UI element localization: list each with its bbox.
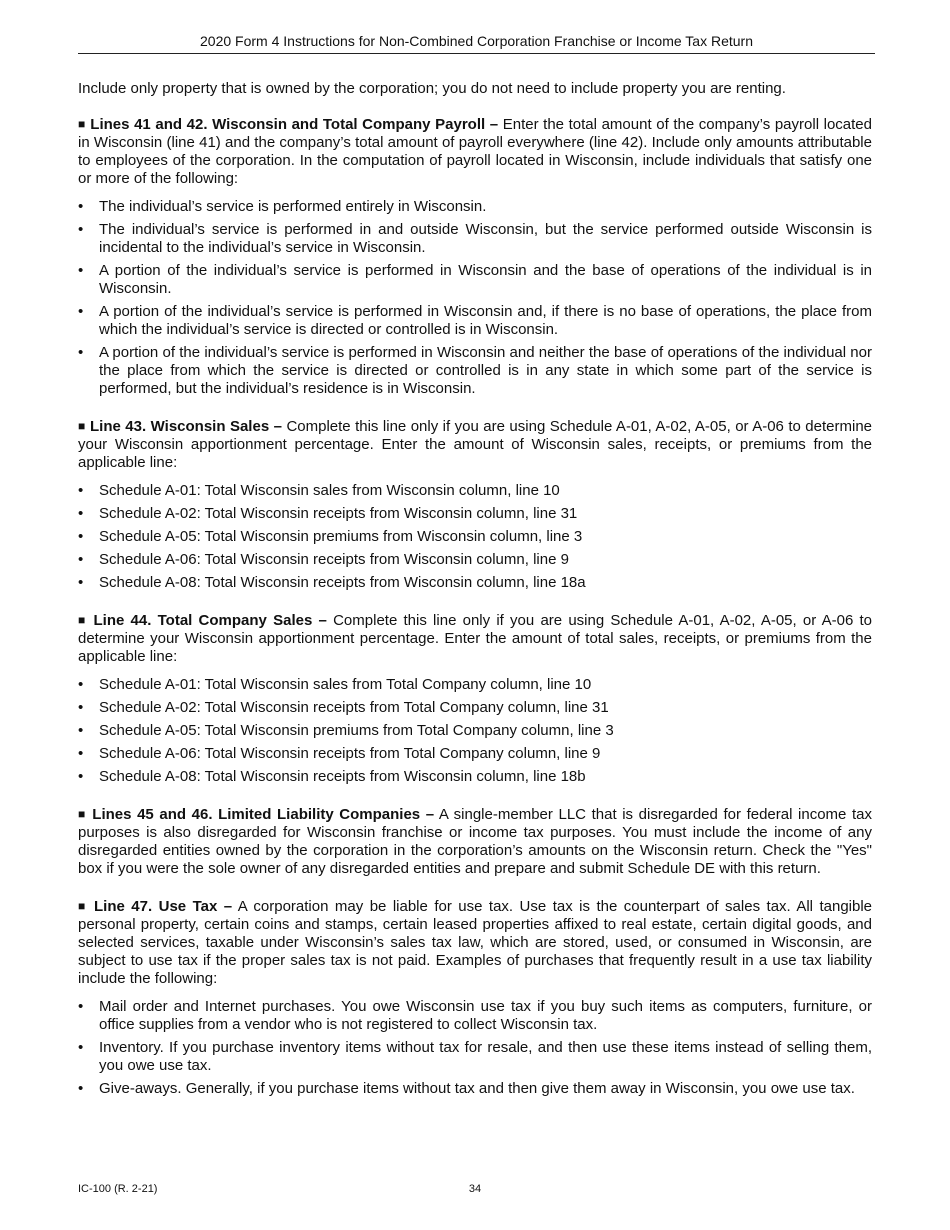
instruction-section bbox=[78, 418, 872, 592]
bullet-icon: • bbox=[78, 344, 84, 361]
instruction-section bbox=[78, 116, 872, 398]
list-item-text: Schedule A-08: Total Wisconsin receipts from Wisconsin column, line 18b bbox=[99, 768, 586, 785]
list-item-text: Schedule A-05: Total Wisconsin premiums from Total Company column, line 3 bbox=[99, 722, 614, 739]
section-text: Complete this line only if you are using Schedule A-01, A-02, A-05, or A-06 to determine your Wisconsin apportionment percentage. Enter the amount of total sales, receipts, or premiums from the applicable line: bbox=[78, 612, 873, 665]
section-paragraph bbox=[78, 116, 872, 188]
square-bullet-icon: ■ bbox=[78, 807, 87, 821]
bullet-icon: • bbox=[78, 262, 84, 279]
instruction-sections bbox=[78, 116, 872, 1098]
section-heading: Line 44. Total Company Sales – bbox=[93, 612, 327, 629]
list-item-text: A portion of the individual’s service is performed in Wisconsin and the base of operations of the individual is in Wisconsin. bbox=[99, 262, 872, 297]
list-item bbox=[78, 574, 872, 592]
bullet-icon: • bbox=[78, 505, 84, 522]
section-paragraph bbox=[78, 418, 872, 472]
list-item bbox=[78, 722, 872, 740]
list-item bbox=[78, 745, 872, 763]
bullet-list bbox=[78, 676, 872, 786]
list-item-text: Schedule A-05: Total Wisconsin premiums from Wisconsin column, line 3 bbox=[99, 528, 583, 545]
section-heading: Line 47. Use Tax – bbox=[94, 898, 233, 915]
list-item bbox=[78, 1080, 872, 1098]
page-header-title: 2020 Form 4 Instructions for Non-Combined Corporation Franchise or Income Tax Return bbox=[200, 33, 753, 49]
list-item-text: Give-aways. Generally, if you purchase items without tax and then give them away in Wisconsin, you owe use tax. bbox=[99, 1080, 855, 1097]
list-item bbox=[78, 221, 872, 257]
list-item bbox=[78, 676, 872, 694]
list-item bbox=[78, 528, 872, 546]
list-item-text: Schedule A-06: Total Wisconsin receipts from Total Company column, line 9 bbox=[99, 745, 601, 762]
bullet-list bbox=[78, 198, 872, 398]
bullet-icon: • bbox=[78, 482, 84, 499]
list-item bbox=[78, 262, 872, 298]
bullet-list bbox=[78, 482, 872, 592]
list-item bbox=[78, 1039, 872, 1075]
section-text: Enter the total amount of the company’s payroll located in Wisconsin (line 41) and the company’s total amount of payroll everywhere (line 42). Include only amounts attributable to employees of the corporation. In the computation of payroll located in Wisconsin, include individuals that satisfy one or more of the following: bbox=[78, 116, 872, 187]
bullet-icon: • bbox=[78, 198, 84, 215]
section-text: A single-member LLC that is disregarded for federal income tax purposes is also disregarded for Wisconsin franchise or income tax purposes. You must include the income of any disregarded entities owned by the corporation in the corporation’s amounts on the Wisconsin return. Check the "Yes" box if you were the sole owner of any disregarded entities and prepare and submit Schedule DE with this return. bbox=[78, 806, 873, 877]
list-item bbox=[78, 482, 872, 500]
list-item bbox=[78, 505, 872, 523]
bullet-icon: • bbox=[78, 722, 84, 739]
bullet-icon: • bbox=[78, 221, 84, 238]
list-item-text: A portion of the individual’s service is performed in Wisconsin and neither the base of operations of the individual nor the place from which the service is directed or controlled is in any state in which some part of the service is performed, but the individual’s residence is in Wisconsin. bbox=[99, 344, 872, 397]
bullet-icon: • bbox=[78, 745, 84, 762]
section-heading: Lines 45 and 46. Limited Liability Companies – bbox=[92, 806, 435, 823]
document-body bbox=[78, 80, 872, 1118]
bullet-icon: • bbox=[78, 528, 84, 545]
section-paragraph bbox=[78, 806, 872, 878]
bullet-icon: • bbox=[78, 551, 84, 568]
section-heading: Line 43. Wisconsin Sales – bbox=[90, 418, 282, 435]
list-item bbox=[78, 699, 872, 717]
bullet-list bbox=[78, 998, 872, 1098]
list-item bbox=[78, 344, 872, 398]
list-item-text: A portion of the individual’s service is performed in Wisconsin and, if there is no base of operations, the place from which the individual’s service is directed or controlled is in Wisconsin. bbox=[99, 303, 872, 338]
footer-form-id: IC-100 (R. 2-21) bbox=[78, 1183, 158, 1195]
bullet-icon: • bbox=[78, 768, 84, 785]
square-bullet-icon: ■ bbox=[78, 117, 86, 131]
bullet-icon: • bbox=[78, 699, 84, 716]
list-item bbox=[78, 998, 872, 1034]
list-item bbox=[78, 198, 872, 216]
instruction-section bbox=[78, 806, 872, 878]
footer-page-number: 34 bbox=[468, 1183, 482, 1195]
header-divider bbox=[78, 53, 875, 54]
square-bullet-icon: ■ bbox=[78, 419, 86, 433]
list-item bbox=[78, 303, 872, 339]
bullet-icon: • bbox=[78, 676, 84, 693]
square-bullet-icon: ■ bbox=[78, 613, 88, 627]
instruction-section bbox=[78, 612, 872, 786]
list-item-text: The individual’s service is performed entirely in Wisconsin. bbox=[99, 198, 487, 215]
list-item-text: Schedule A-01: Total Wisconsin sales from Wisconsin column, line 10 bbox=[99, 482, 560, 499]
section-text: A corporation may be liable for use tax. Use tax is the counterpart of sales tax. All tangible personal property, certain coins and stamps, certain leased properties affixed to real estate, certain digital goods, and selected services, taxable under Wisconsin’s sales tax law, which are stored, used, or consumed in Wisconsin, are subject to use tax if the proper sales tax is not paid. Examples of purchases that frequently result in a use tax liability include the following: bbox=[78, 898, 873, 987]
list-item-text: Schedule A-02: Total Wisconsin receipts from Total Company column, line 31 bbox=[99, 699, 609, 716]
list-item-text: Mail order and Internet purchases. You owe Wisconsin use tax if you buy such items as computers, furniture, or office supplies from a vendor who is not registered to collect Wisconsin tax. bbox=[99, 998, 872, 1033]
bullet-icon: • bbox=[78, 1080, 84, 1097]
list-item-text: Schedule A-01: Total Wisconsin sales from Total Company column, line 10 bbox=[99, 676, 592, 693]
list-item bbox=[78, 551, 872, 569]
bullet-icon: • bbox=[78, 303, 84, 320]
section-paragraph bbox=[78, 612, 872, 666]
list-item bbox=[78, 768, 872, 786]
list-item-text: Schedule A-02: Total Wisconsin receipts from Wisconsin column, line 31 bbox=[99, 505, 578, 522]
bullet-icon: • bbox=[78, 1039, 84, 1056]
bullet-icon: • bbox=[78, 998, 84, 1015]
list-item-text: Schedule A-06: Total Wisconsin receipts from Wisconsin column, line 9 bbox=[99, 551, 569, 568]
list-item-text: Schedule A-08: Total Wisconsin receipts from Wisconsin column, line 18a bbox=[99, 574, 586, 591]
section-heading: Lines 41 and 42. Wisconsin and Total Company Payroll – bbox=[90, 116, 499, 133]
bullet-icon: • bbox=[78, 574, 84, 591]
intro-paragraph: Include only property that is owned by the corporation; you do not need to include property you are renting. bbox=[78, 80, 786, 97]
instruction-section bbox=[78, 898, 872, 1098]
square-bullet-icon: ■ bbox=[78, 899, 88, 913]
section-paragraph bbox=[78, 898, 872, 988]
list-item-text: The individual’s service is performed in and outside Wisconsin, but the service performed outside Wisconsin is incidental to the individual’s service in Wisconsin. bbox=[99, 221, 872, 256]
section-text: Complete this line only if you are using Schedule A-01, A-02, A-05, or A-06 to determine your Wisconsin apportionment percentage. Enter the amount of Wisconsin sales, receipts, or premiums from the applicable line: bbox=[78, 418, 873, 471]
list-item-text: Inventory. If you purchase inventory items without tax for resale, and then use these items instead of selling them, you owe use tax. bbox=[99, 1039, 872, 1074]
